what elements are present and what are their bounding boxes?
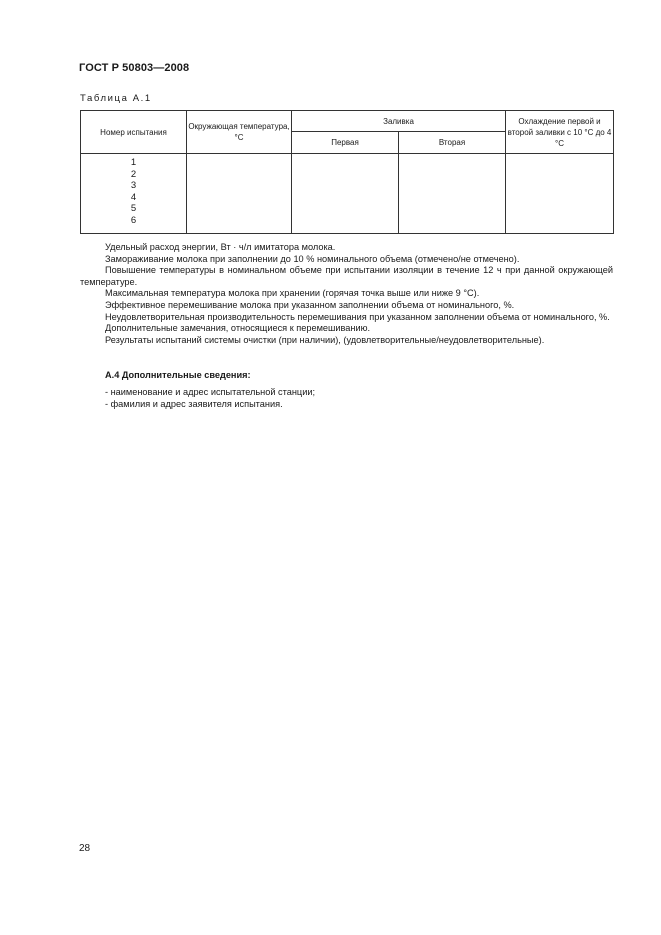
- header-fill-first: Первая: [292, 132, 399, 154]
- table-row: [81, 154, 614, 234]
- test-results-table: [80, 110, 614, 234]
- test-number: 5: [130, 203, 137, 215]
- header-fill-second: Вторая: [399, 132, 506, 154]
- test-number: 2: [130, 168, 137, 180]
- cooling-cell: [506, 154, 614, 234]
- table-caption: Таблица А.1: [80, 93, 152, 104]
- list-item: - наименование и адрес испытательной станции;: [105, 387, 316, 397]
- paragraph: Дополнительные замечания, относящиеся к перемешиванию.: [105, 323, 371, 334]
- test-number-cell: [81, 154, 187, 234]
- header-fill-group: Заливка: [292, 111, 506, 132]
- test-number: 6: [130, 214, 137, 226]
- page-number: 28: [79, 843, 91, 854]
- paragraph: Повышение температуры в номинальном объеме при испытании изоляции в течение 12 ч при данной окружающей температуре.: [80, 265, 613, 287]
- header-cooling: Охлаждение первой и второй заливки с 10 °С до 4 °С: [506, 111, 614, 154]
- test-number: 1: [130, 157, 137, 168]
- page-header-standard-code: ГОСТ Р 50803—2008: [79, 62, 190, 74]
- header-ambient-temperature: Окружающая температура, °С: [187, 111, 292, 154]
- body-text: [80, 242, 613, 346]
- ambient-temperature-cell: [187, 154, 292, 234]
- paragraph: Удельный расход энергии, Вт · ч/л имитатора молока.: [105, 242, 336, 252]
- paragraph: Максимальная температура молока при хранении (горячая точка выше или ниже 9 °С).: [105, 288, 480, 299]
- paragraph: Неудовлетворительная производительность перемешивания при указанном заполнении объема от номинального, %.: [105, 311, 610, 322]
- fill-second-cell: [399, 154, 506, 234]
- paragraph: Замораживание молока при заполнении до 10 % номинального объема (отмечено/не отмечено).: [105, 253, 520, 264]
- fill-first-cell: [292, 154, 399, 234]
- paragraph: Результаты испытаний системы очистки (при наличии), (удовлетворительные/неудовлетворительные).: [105, 334, 545, 345]
- paragraph: Эффективное перемешивание молока при указанном заполнении объема от номинального, %.: [105, 299, 515, 310]
- list-item: - фамилия и адрес заявителя испытания.: [105, 398, 283, 409]
- test-number: 4: [130, 191, 137, 203]
- header-test-number: Номер испытания: [81, 111, 187, 154]
- test-number: 3: [130, 180, 137, 192]
- info-list: [105, 387, 315, 410]
- section-heading: А.4 Дополнительные сведения:: [105, 370, 251, 380]
